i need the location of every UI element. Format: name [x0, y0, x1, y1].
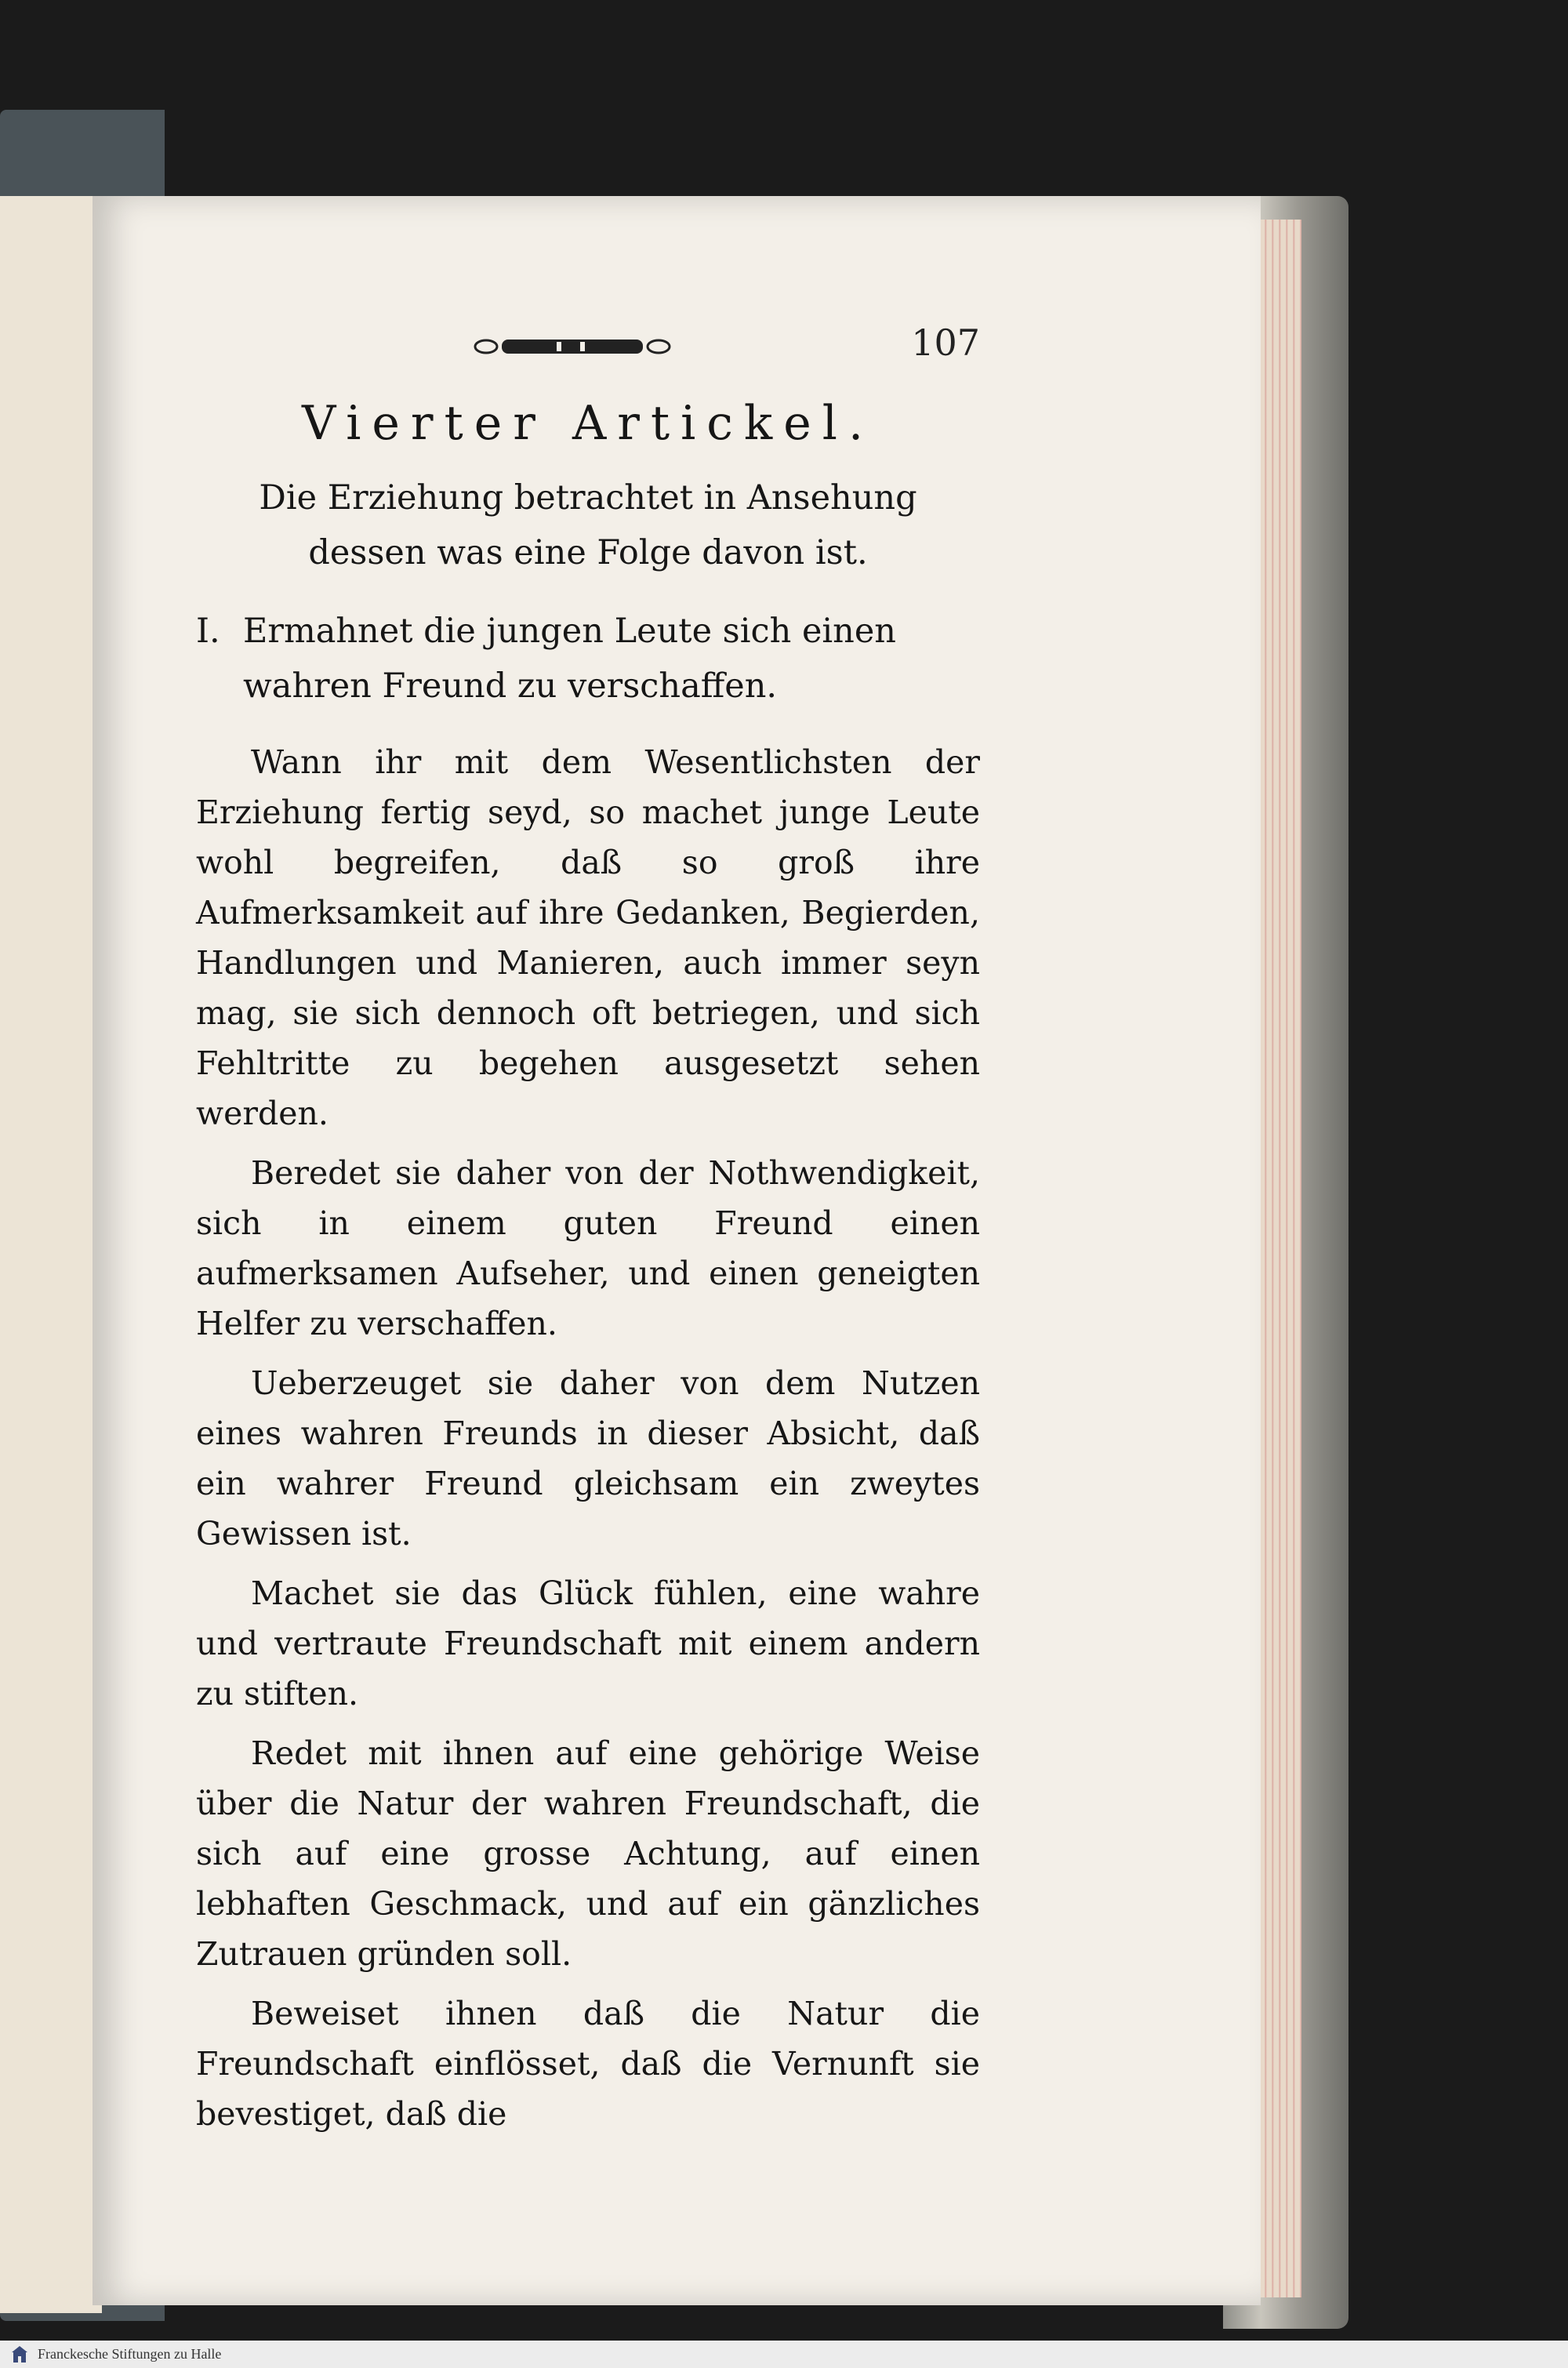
page-number: 107 [911, 321, 980, 364]
section-number: I. [196, 612, 220, 651]
institution-logo-icon [9, 2344, 30, 2365]
section-heading [196, 604, 980, 714]
section-text: Ermahnet die jungen Leute sich einen wahren Freund zu verschaffen. [243, 612, 896, 706]
paragraph: Beweiset ihnen daß die Natur die Freundschaft einflösset, daß die Vernunft sie bevestiget, daß die [196, 1995, 980, 2133]
paragraph: Beredet sie daher von der Nothwendigkeit, sich in einem guten Freund einen aufmerksamen Aufseher, und einen geneigten Helfer zu verschaffen. [196, 1154, 980, 1342]
paragraph: Wann ihr mit dem Wesentlichsten der Erziehung fertig seyd, so machet junge Leute wohl begreifen, daß so groß ihre Aufmerksamkeit auf ihre Gedanken, Begierden, Handlungen und Manieren, auch immer seyn mag, sie sich dennoch oft betriegen, und sich Fehltritte zu begehen ausgesetzt sehen werden. [196, 743, 980, 1132]
paragraph: Redet mit ihnen auf eine gehörige Weise über die Natur der wahren Freundschaft, die sich auf eine grosse Achtung, auf einen lebhaften Geschmack, und auf ein gänzliches Zutrauen gründen soll. [196, 1734, 980, 1973]
left-page-edge [0, 196, 102, 2313]
article-subtitle: Die Erziehung betrachtet in Ansehung dessen was eine Folge davon ist. [259, 478, 917, 572]
footer-institution: Franckesche Stiftungen zu Halle [38, 2346, 222, 2362]
paragraph: Machet sie das Glück fühlen, eine wahre und vertraute Freundschaft mit einem andern zu stiften. [196, 1574, 980, 1712]
page-text [196, 384, 980, 2148]
paragraph: Ueberzeuget sie daher von dem Nutzen eines wahren Freunds in dieser Absicht, daß ein wahrer Freund gleichsam ein zweytes Gewissen ist. [196, 1364, 980, 1553]
footer-bar [0, 2341, 1568, 2368]
article-title: Vierter Artickel. [301, 396, 875, 451]
ornament-headpiece-icon [463, 329, 682, 364]
